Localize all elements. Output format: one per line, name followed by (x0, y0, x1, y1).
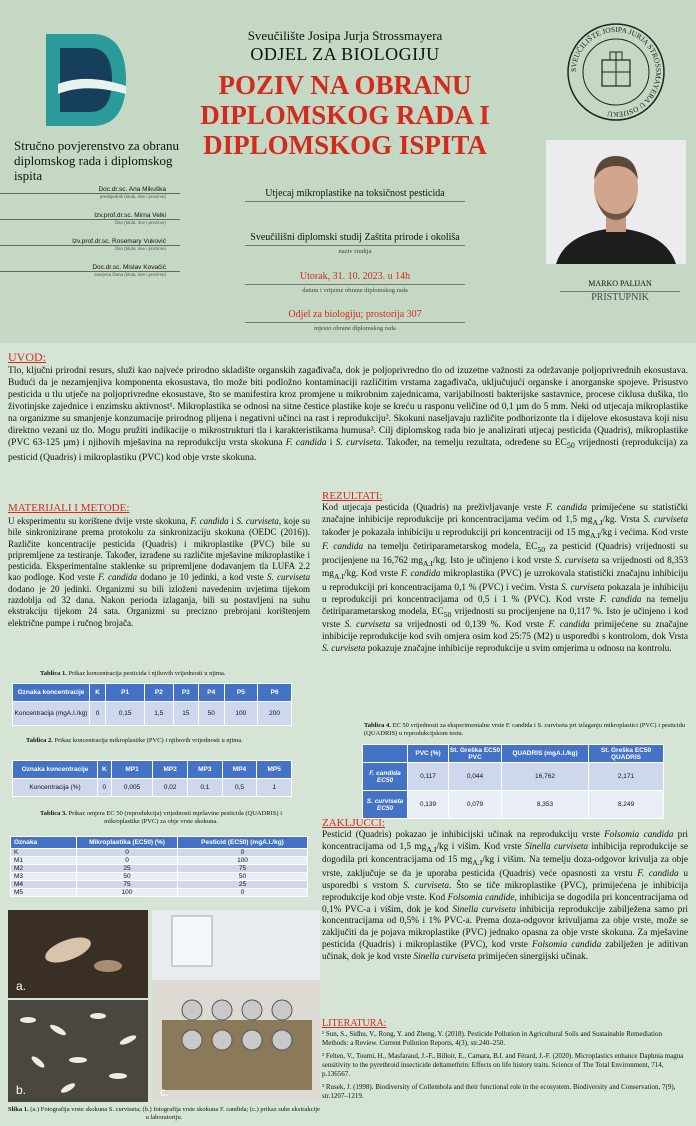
references-list (322, 1030, 688, 1101)
committee-list (0, 186, 200, 296)
table2: Oznaka koncentracije K MP1 MP2 MP3 MP4 MP5 Koncentracija (%) 0 0,005 0,02 0,1 0,5 1 (12, 760, 292, 797)
committee-member: Doc.dr.sc. Mislav Kovačić zamjena člana (titula, ime i prezime) (0, 264, 180, 277)
table3: Oznaka Mikroplastika (EC50) (%) Pesticid (EC50) (mgA.I./kg) K 0 0 M1 0 100 M2 25 75 M3 50 50 M4 75 25 M5 100 0 (10, 836, 308, 897)
reference-item: ¹ Sun, S., Sidhu, V., Rong, Y. and Zheng, Y. (2018). Pesticide Pollution in Agricultural Soils and Sustainable Remediation Methods: a Review. Current Pollution Reports, 4(3), str.240–250. (322, 1030, 662, 1047)
methods-text: U eksperimentu su korištene dvije vrste skokuna, F. candida i S. curviseta, koje su bile sinkronizirane prema protokolu za sinkronizaciju skokuna (OEDC (2016)). Različite koncentracije pesticida (Quadris) i mikroplastike (PVC) bile su pripremljene za testiranje. Također, izrađene su različite mješavine mikroplastike i pesticida. Eksperimentalne staklenke su pripremljene dodavanjem tla LUFA 2.2 kao podloge. Kod vrste F. candida dodano je 10 jedinki, a kod vrste S. curviseta dodano je 20 jedinki. Organizmi su bili izloženi navedenim uvjetima tijekom razdoblja od 32 dana. Nakon perioda izlaganja, bili su postavljeni na suhu ekstrakciju tijekom 24 sata. Organizmi su precizno prebrojani korištenjem električne pumpe i ručnog brojača. (8, 516, 310, 628)
svg-text:SVEUČILIŠTE JOSIPA JURJA STROS: SVEUČILIŠTE JOSIPA JURJA STROSSMAYERA U OSIJEKU (568, 24, 664, 120)
table1-caption: Tablica 1. Prikaz koncentracija pesticida i njihovih vrijednosti u njima. (40, 670, 226, 677)
table4: PVC (%) St. Greška EC50 PVC QUADRIS (mgA.I./kg) St. Greška EC50 QUADRIS F. candida EC50 0,117 0,044 16,762 2,171 S. curviseta EC50 0,139 0,079 8,353 8,249 (362, 744, 664, 819)
section-zakljucci: ZAKLJUČCI: (322, 817, 385, 829)
conclusions-text: Pesticid (Quadris) pokazao je inhibicijski učinak na reprodukciju vrste Folsomia candida pri koncentracijama od 1,5 $mg_{A.I}/kg$ i višim. Kod vrste Sinella curviseta inhibicija reprodukcije se dogodila pri koncentracijama od 15 $mg_{A.I}/kg$ i višim. Na temelju doza-odgovor krivulja za obje vrste, zaključuje se da je uporaba pesticida (Quadris) veće opasnosti za vrstu F. candida u usporedbi s vrstom S. curviseta. Što se tiče mikroplastike (PVC), primijećena je inhibicija reprodukcije kod obje vrste. Kod Folsomia candide, inhibicija se dogodila pri koncentracijama od 0,1% PVC-a i višim, dok je kod Sinella curviseta inhibicija reprodukcije zabilježena samo pri koncentracijama od 0,5% i 1% PVC-a. Prema doza-odgovor krivuljama za obje vrste, može se zaključiti da je pojava mikroplastike (PVC) jednako opasna za obje vrste skokuna. Za mješavine pesticida (Quadris) i mikroplastike (PVC), kod vrste Folsomia candida zabilježen je aditivan učinak, dok je kod vrste Sinella curviseta primijećen sinergijski učinak. (322, 830, 689, 962)
department-name: ODJEL ZA BIOLOGIJU (250, 44, 440, 64)
thesis-topic: Utjecaj mikroplastike na toksičnost pesticida (205, 188, 505, 202)
section-literatura: LITERATURA: (322, 1018, 387, 1029)
student-label: PRISTUPNIK (591, 292, 649, 303)
thesis-study: Sveučilišni diplomski studij Zaštita prirode i okoliša naziv studija (205, 232, 505, 255)
table3-caption: Tablica 3. Prikaz omjera EC 50 (reprodukcija) vrijednosti mješavine pesticida (QUADRIS) i mikroplastike (PVC) za obje vrste skokuna. (39, 810, 283, 825)
svg-text:a.: a. (16, 979, 27, 993)
committee-member: Doc.dr.sc. Ana Mikuška predsjednik (titula, ime i prezime) (0, 186, 180, 199)
reference-item: ² Felten, V., Toumi, H., Masfaraud, J.-F., Billoir, E., Camara, B.I. and Férard, J.-F. (2020). Microplastics enhance Daphnia magna sensitivity to the pyrethroid insecticide deltamethrin: Effects on life history traits. Science of The Total Environment, 714, p.136567. (322, 1052, 684, 1078)
results-text: Kod utjecaja pesticida (Quadris) na preživljavanje vrste F. candida primijećene su statistički značajne inhibicije reprodukcije pri koncentracijama većim od 1,5 $mg_{A.I}/kg$. Vrsta S. curviseta također je pokazala inhibiciju u reprodukciji pri koncentraciji od 15 $mg_{A.I}/kg$ i većima. Kod vrste F. candida na temelju četiriparametarskog modela, $EC_{50}$ za pesticid (Quadris) vrijednosti su procijenjene na 16,762 $mg_{A.I}/kg$. Isto je učinjeno i kod vrste S. curviseta sa vrijednosti od 8,353 $mg_{A.I}/kg$. Kod vrste F. candida mikroplastika (PVC) je uzrokovala statistički značajnu inhibiciju u reprodukciji pri koncentracijama 0,1 % (PVC) i većim. Vrsta S. curviseta pokazala je inhibiciju u reprodukciji pri koncentracijama od 0,5 i 1 % (PVC). Kod vrste F. candida na temelju četiriparametarskog modela, $EC_{50}$ vrijednosti su procijenjene na 0,117 %. Isto je učinjeno i kod vrste S. curviseta sa vrijednosti od 0,139 %. Kod vrste F. candida primijećene su značajne inhibicije reprodukcije kod svih omjera osim kod 25:75 (M2) u usporedbi s kontrolom, dok Vrsta S. curviseta pokazuje značajne inhibicije reprodukcije u svim omjerima u odnosu na kontrolu. (322, 503, 689, 654)
reference-item: ³ Rusek, J. (1998). Biodiversity of Collembola and their functional role in the ecosystem. Biodiversity and Conservation, 7(9), str.1207–1219. (322, 1083, 676, 1100)
section-rezultati: REZULTATI: (322, 490, 383, 502)
section-materijali: MATERIJALI I METODE: (8, 502, 130, 514)
figure-caption: Slika 1. (a.) Fotografija vrste skokuna S. curviseta; (b.) fotografija vrste skokuna F. candida; (c.) prikaz suhe ekstrakcije u laboratoriju. (8, 1106, 320, 1121)
university-name: Sveučilište Josipa Jurja Strossmayera (247, 28, 443, 43)
svg-text:c.: c. (160, 1085, 170, 1099)
figure-b-photo (8, 1000, 148, 1102)
student-photo (546, 140, 686, 264)
svg-text:b.: b. (16, 1083, 27, 1097)
defense-date: Utorak, 31. 10. 2023. u 14h datum i vrijeme obrane diplomskog rada (205, 271, 505, 294)
table2-caption: Tablica 2. Prikaz koncentracija mikroplastike (PVC) i njihovih vrijednosti u njima. (26, 737, 243, 744)
university-seal (566, 22, 666, 122)
figure-a-photo (8, 910, 148, 998)
student-name: MARKO PALIJAN (560, 279, 680, 292)
committee-heading: Stručno povjerenstvo za obranu diplomskog rada i diplomskog ispita (14, 138, 179, 183)
committee-member: Izv.prof.dr.sc. Rosemary Vuković član (titula, ime i prezime) (0, 238, 180, 251)
section-uvod: UVOD: (8, 350, 46, 364)
committee-member: Izv.prof.dr.sc. Mirna Velki član (titula, ime i prezime) (0, 212, 180, 225)
figure-c-photo (152, 910, 320, 1102)
defense-place: Odjel za biologiju; prostorija 307 mjesto obrane diplomskog rada (205, 309, 505, 332)
table4-caption: Tablica 4. EC 50 vrijednosti za eksperimentalne vrste F. candida i S. curviseta pri izlaganju mikroplastici (PVC) i pesticidu (QUADRIS) u reprodukcijskom testu. (364, 722, 686, 737)
intro-text: Tlo, ključni prirodni resurs, služi kao najveće prirodno skladište organskih zagađivača, dok je poljoprivredno tlo od izuzetne važnosti za održavanje poljoprivrednih ekosustava. Budući da je nezamjenjiva komponenta ekosustava, tlo može biti podložno kontaminaciji različitim vrstama zagađivača, uključujući organske i anorganske spojeve. Prisustvo pesticida u tlu utječe na poljoprivredne ekosustave, što se manifestira kroz promjene u mikrobnim zajednicama, varijabilnosti bakterijske sastavnice, procese ciklusa dušika, tlo životinjske zajednice i enzimsku aktivnost¹. Mikroplastika se odnosi na sitne čestice plastike koje se kreću u rasponu veličine od 0,1 µm do 5 mm. Neki od utjecaja mikroplastike na organizme su smanjenje konzumacije prirodnog plijena i negativni učinci na rast i reprodukciju². Skokuni naseljavaju različite podhorizonte tla i dijelove ekosustava koji nisu direktno vezani uz tlo. Mogu pružiti indikacije o mikrostrukturi tla i karakteristikama humusa³. Cilj diplomskog rada bio je analizirati utjecaj pesticida (Quadris), mikroplastike (PVC 63-125 µm) i njihovih mješavina na reprodukciju vrsta skokuna F. candida i S. curviseta. Također, na temelju rezultata, određene su $EC_{50}$ vrijednosti (reprodukcija) za pesticid (Quadris) i mikroplastiku (PVC) kod obje vrste skokuna. (8, 366, 689, 463)
table1: Oznaka koncentracije K P1 P2 P3 P4 P5 P6 Koncentracija (mgA.I./kg) 0 0,15 1,5 15 50 100 200 (12, 683, 292, 726)
department-logo (38, 30, 130, 130)
poster-title: POZIV NA OBRANU DIPLOMSKOG RADA I DIPLOMSKOG ISPITA (200, 70, 490, 160)
